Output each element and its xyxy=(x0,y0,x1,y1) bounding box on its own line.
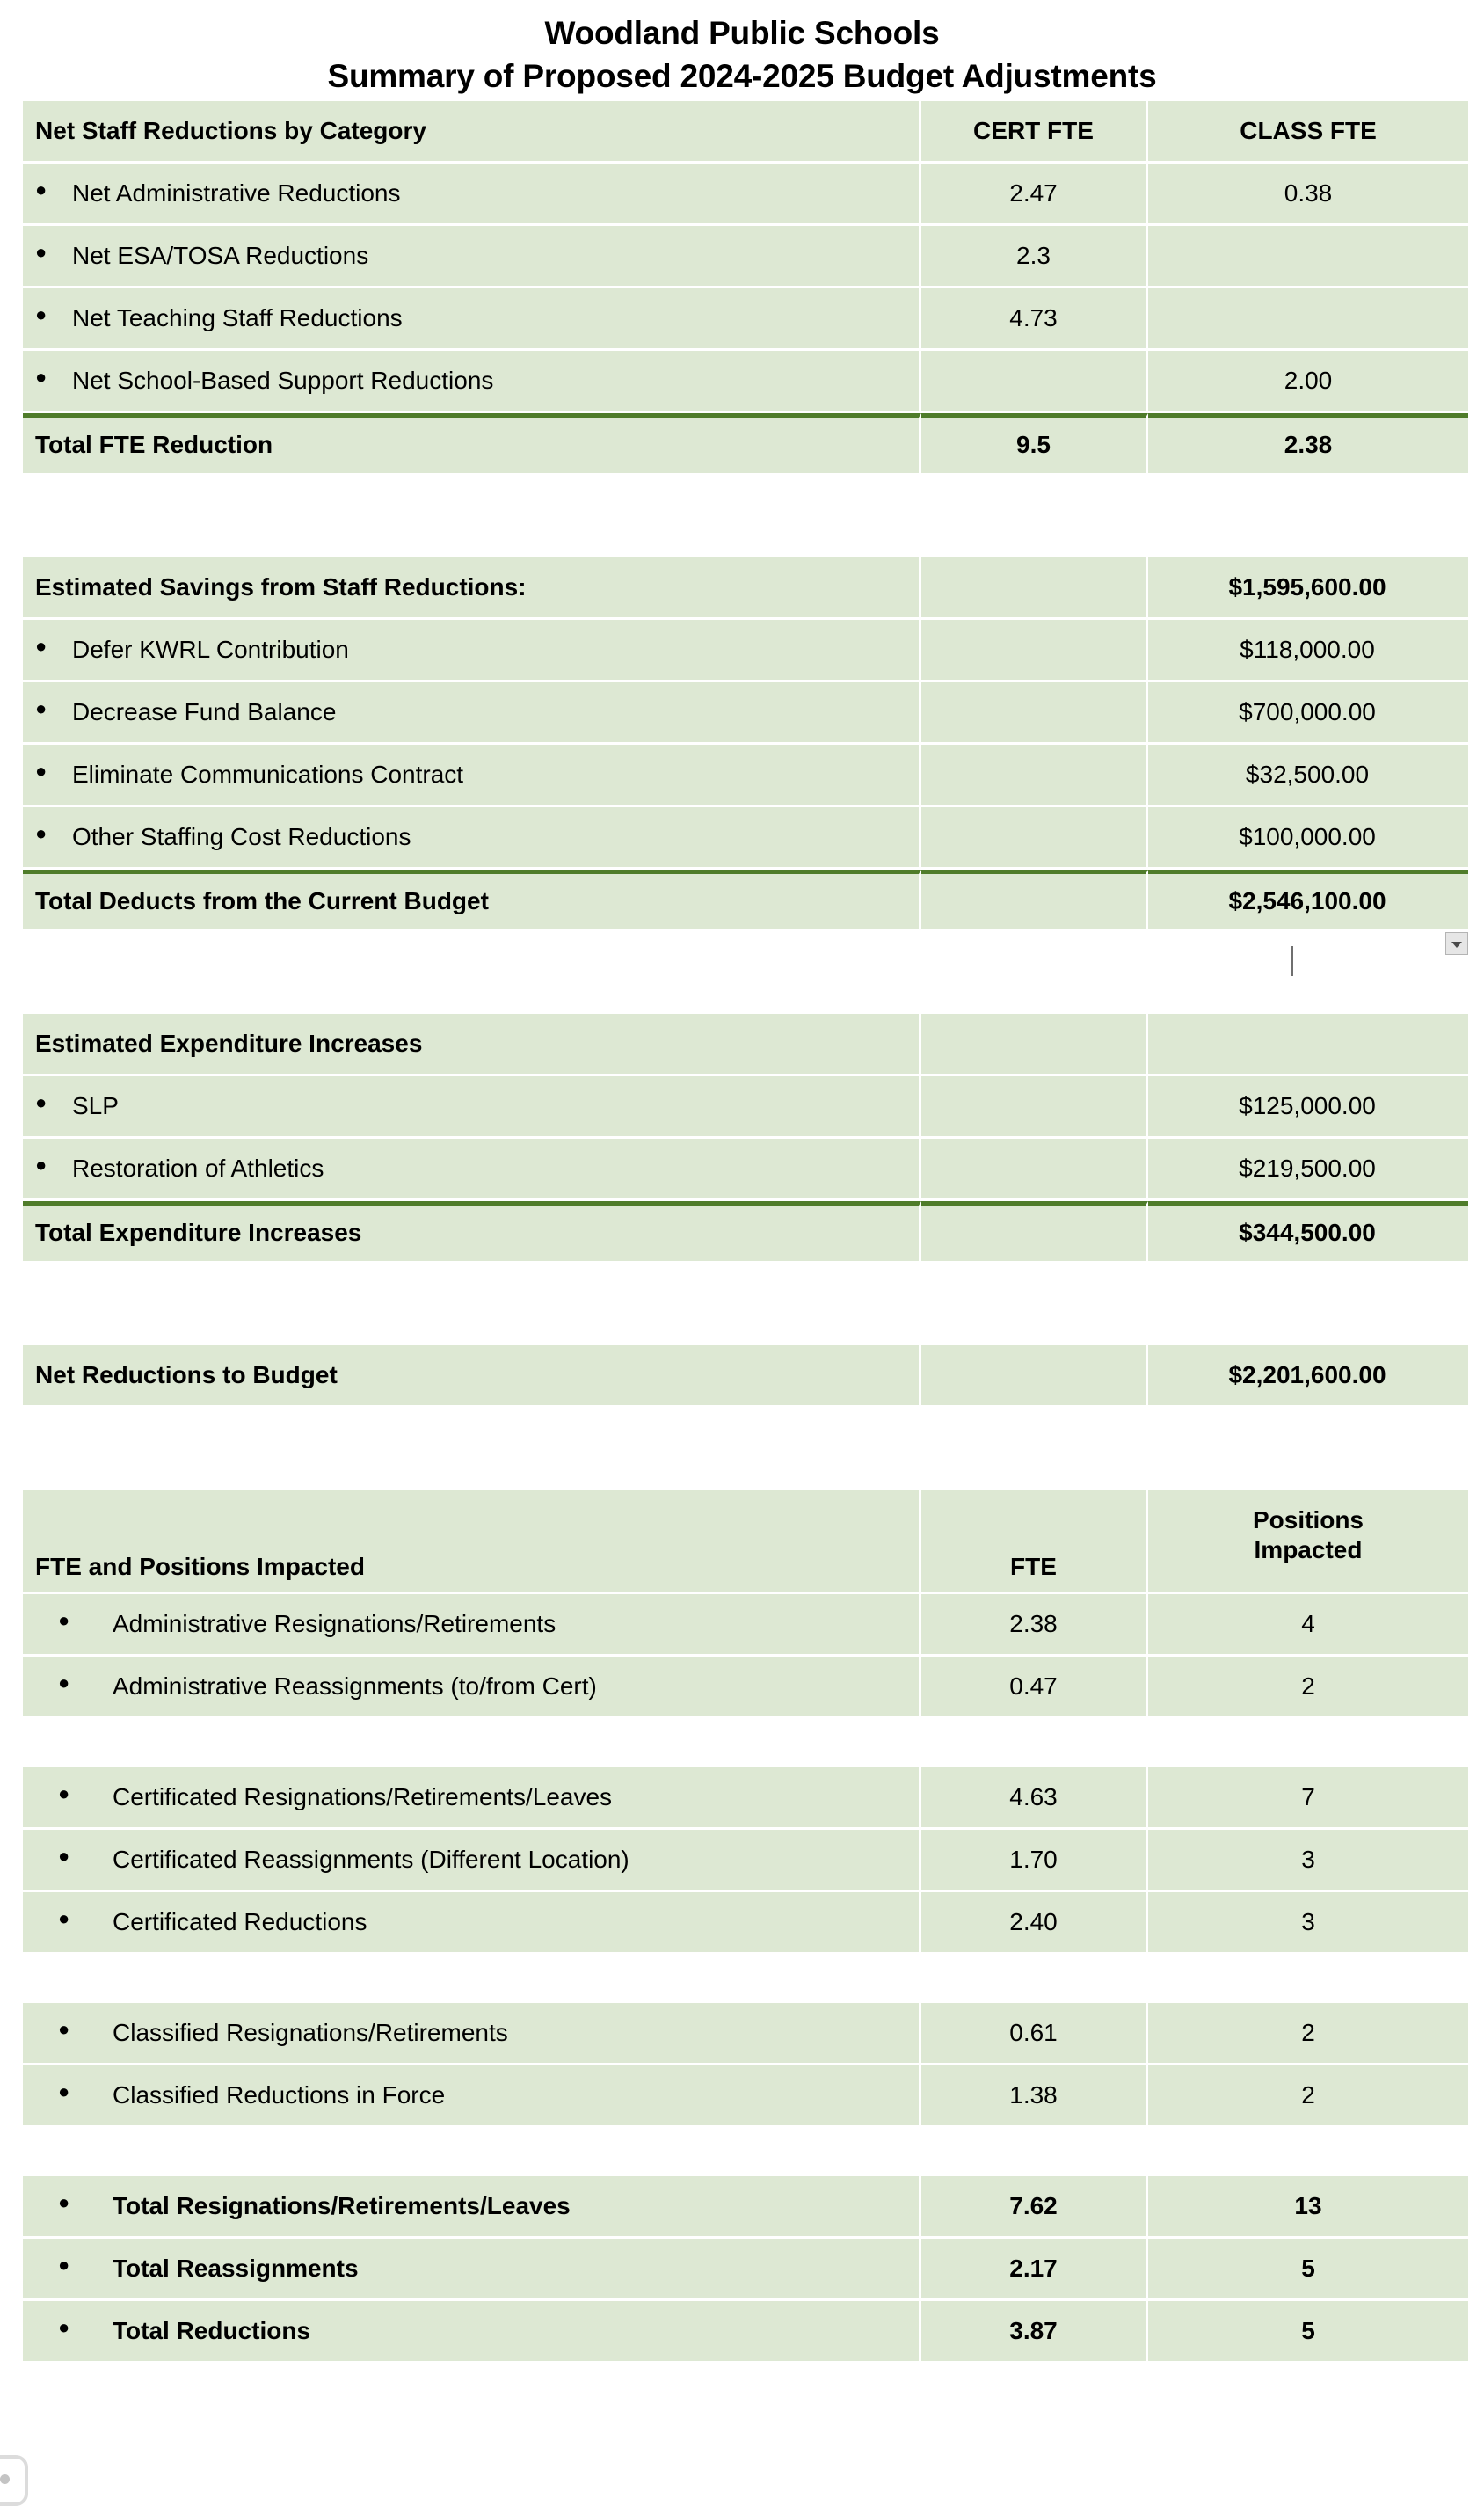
row-label-cell xyxy=(23,1767,921,1827)
group-spacer xyxy=(0,2128,1484,2174)
table-row xyxy=(23,164,1468,223)
row-positions: 7 xyxy=(1148,1767,1468,1827)
table-total-row xyxy=(23,2301,1468,2361)
net-reductions-row xyxy=(23,1345,1468,1405)
bullet-label: ● Administrative Resignations/Retirements xyxy=(35,1610,556,1638)
section-spacer xyxy=(0,1264,1484,1343)
header-positions-impacted xyxy=(1148,1490,1468,1592)
table-row xyxy=(23,1076,1468,1136)
table-estimated-savings xyxy=(23,555,1468,932)
row-label-cell xyxy=(23,2301,921,2361)
table-row xyxy=(23,288,1468,348)
table-row xyxy=(23,620,1468,680)
row-label-cell xyxy=(23,2065,921,2125)
table-row xyxy=(23,1594,1468,1654)
bullet-label: ● Certificated Reductions xyxy=(35,1908,367,1936)
row-cert-fte xyxy=(921,351,1148,411)
net-amount: $2,201,600.00 xyxy=(1148,1345,1468,1405)
row-label-cell xyxy=(23,2003,921,2063)
row-positions: 3 xyxy=(1148,1892,1468,1952)
table-row xyxy=(23,2003,1468,2063)
row-fte: 0.61 xyxy=(921,2003,1148,2063)
row-fte: 4.63 xyxy=(921,1767,1148,1827)
header-fte: FTE xyxy=(921,1490,1148,1592)
total-label: Total Expenditure Increases xyxy=(23,1201,921,1261)
group-spacer xyxy=(0,1955,1484,2000)
text-cursor xyxy=(1291,946,1293,976)
table-row xyxy=(23,807,1468,867)
bullet-label: ● Net School-Based Support Reductions xyxy=(35,367,493,395)
bullet-label: ● Restoration of Athletics xyxy=(35,1155,324,1183)
bullet-label: ● Net ESA/TOSA Reductions xyxy=(35,242,368,270)
bullet-label: ● Defer KWRL Contribution xyxy=(35,636,349,664)
row-class-fte xyxy=(1148,288,1468,348)
table-row xyxy=(23,1767,1468,1827)
row-label-cell xyxy=(23,1657,921,1716)
bullet-label: ● Eliminate Communications Contract xyxy=(35,761,463,789)
bullet-label: ● SLP xyxy=(35,1092,119,1120)
row-fte: 1.70 xyxy=(921,1830,1148,1890)
header-label: Net Staff Reductions by Category xyxy=(23,101,921,161)
row-positions: 2 xyxy=(1148,2065,1468,2125)
table-row xyxy=(23,1830,1468,1890)
total-positions: 13 xyxy=(1148,2176,1468,2236)
bullet-label: ● Total Reductions xyxy=(35,2317,310,2345)
net-mid xyxy=(921,1345,1148,1405)
row-class-fte: 2.00 xyxy=(1148,351,1468,411)
table-fte-positions-impacted xyxy=(23,1487,1468,1719)
row-label-cell xyxy=(23,2239,921,2298)
header-label: FTE and Positions Impacted xyxy=(23,1490,921,1592)
header-amount: $1,595,600.00 xyxy=(1148,557,1468,617)
page-title xyxy=(0,0,1484,98)
section-spacer xyxy=(0,476,1484,555)
row-label-cell xyxy=(23,226,921,286)
total-mid xyxy=(921,870,1148,929)
header-cert-fte: CERT FTE xyxy=(921,101,1148,161)
total-label: Total Deducts from the Current Budget xyxy=(23,870,921,929)
bullet-label: ● Net Administrative Reductions xyxy=(35,179,401,208)
header-label: Estimated Savings from Staff Reductions: xyxy=(23,557,921,617)
row-cert-fte: 2.47 xyxy=(921,164,1148,223)
row-positions: 3 xyxy=(1148,1830,1468,1890)
row-fte: 1.38 xyxy=(921,2065,1148,2125)
row-class-fte xyxy=(1148,226,1468,286)
table-net-reductions xyxy=(23,1343,1468,1408)
row-label-cell xyxy=(23,288,921,348)
row-mid xyxy=(921,745,1148,805)
header-label: Estimated Expenditure Increases xyxy=(23,1014,921,1074)
row-label-cell xyxy=(23,1594,921,1654)
bullet-label: ● Other Staffing Cost Reductions xyxy=(35,823,411,851)
table-row xyxy=(23,745,1468,805)
total-cert-fte: 9.5 xyxy=(921,413,1148,473)
table-total-row xyxy=(23,1201,1468,1261)
row-amount: $118,000.00 xyxy=(1148,620,1468,680)
row-positions: 2 xyxy=(1148,1657,1468,1716)
header-mid xyxy=(921,1014,1148,1074)
row-label-cell xyxy=(23,807,921,867)
group-spacer xyxy=(0,1719,1484,1765)
row-fte: 2.38 xyxy=(921,1594,1148,1654)
total-fte: 2.17 xyxy=(921,2239,1148,2298)
total-amount: $344,500.00 xyxy=(1148,1201,1468,1261)
bullet-label: ● Classified Reductions in Force xyxy=(35,2081,445,2109)
row-amount: $100,000.00 xyxy=(1148,807,1468,867)
table-header-row xyxy=(23,557,1468,617)
total-class-fte: 2.38 xyxy=(1148,413,1468,473)
row-positions: 2 xyxy=(1148,2003,1468,2063)
table-classified-group xyxy=(23,2000,1468,2128)
bullet-label: ● Net Teaching Staff Reductions xyxy=(35,304,403,332)
table-row xyxy=(23,1657,1468,1716)
header-amount xyxy=(1148,1014,1468,1074)
row-label-cell xyxy=(23,1076,921,1136)
total-label: Total FTE Reduction xyxy=(23,413,921,473)
total-amount: $2,546,100.00 xyxy=(1148,870,1468,929)
table-row xyxy=(23,682,1468,742)
row-fte: 0.47 xyxy=(921,1657,1148,1716)
total-mid xyxy=(921,1201,1148,1261)
header-positions-line-1: Positions xyxy=(1252,1506,1364,1534)
bullet-label: ● Certificated Resignations/Retirements/Leaves xyxy=(35,1783,612,1811)
table-header-row xyxy=(23,1490,1468,1592)
row-cert-fte: 2.3 xyxy=(921,226,1148,286)
row-label-cell xyxy=(23,1139,921,1198)
row-fte: 2.40 xyxy=(921,1892,1148,1952)
row-cert-fte: 4.73 xyxy=(921,288,1148,348)
row-mid xyxy=(921,1076,1148,1136)
table-row xyxy=(23,1139,1468,1198)
total-positions: 5 xyxy=(1148,2239,1468,2298)
row-positions: 4 xyxy=(1148,1594,1468,1654)
table-row xyxy=(23,351,1468,411)
table-expenditure-increases xyxy=(23,1011,1468,1264)
row-class-fte: 0.38 xyxy=(1148,164,1468,223)
table-row xyxy=(23,2065,1468,2125)
table-header-row xyxy=(23,1014,1468,1074)
row-mid xyxy=(921,1139,1148,1198)
row-label-cell xyxy=(23,351,921,411)
row-label-cell xyxy=(23,164,921,223)
row-amount: $219,500.00 xyxy=(1148,1139,1468,1198)
table-total-row xyxy=(23,2176,1468,2236)
row-label-cell xyxy=(23,1892,921,1952)
total-fte: 3.87 xyxy=(921,2301,1148,2361)
row-amount: $32,500.00 xyxy=(1148,745,1468,805)
table-row xyxy=(23,1892,1468,1952)
bullet-label: ● Total Reassignments xyxy=(35,2255,359,2283)
table-certificated-group xyxy=(23,1765,1468,1955)
total-positions: 5 xyxy=(1148,2301,1468,2361)
row-label-cell xyxy=(23,1830,921,1890)
table-total-row xyxy=(23,870,1468,929)
table-totals-group xyxy=(23,2174,1468,2364)
bullet-label: ● Administrative Reassignments (to/from Cert) xyxy=(35,1672,597,1701)
table-total-row xyxy=(23,413,1468,473)
row-mid xyxy=(921,620,1148,680)
bullet-label: ● Decrease Fund Balance xyxy=(35,698,336,726)
table-row xyxy=(23,226,1468,286)
bullet-label: ● Classified Resignations/Retirements xyxy=(35,2019,508,2047)
dropdown-arrow-icon[interactable] xyxy=(1445,932,1468,955)
row-amount: $700,000.00 xyxy=(1148,682,1468,742)
header-class-fte: CLASS FTE xyxy=(1148,101,1468,161)
rounded-corner-widget[interactable] xyxy=(0,2455,28,2506)
row-amount: $125,000.00 xyxy=(1148,1076,1468,1136)
bullet-label: ● Certificated Reassignments (Different Location) xyxy=(35,1846,629,1874)
header-positions-line-2: Impacted xyxy=(1254,1535,1363,1563)
section-spacer xyxy=(0,932,1484,1011)
title-line-2: Summary of Proposed 2024-2025 Budget Adjustments xyxy=(327,57,1157,94)
table-total-row xyxy=(23,2239,1468,2298)
table-header-row xyxy=(23,101,1468,161)
row-label-cell xyxy=(23,745,921,805)
row-label-cell xyxy=(23,2176,921,2236)
section-spacer xyxy=(0,1408,1484,1487)
header-mid xyxy=(921,557,1148,617)
bullet-label: ● Total Resignations/Retirements/Leaves xyxy=(35,2192,571,2220)
net-label: Net Reductions to Budget xyxy=(23,1345,921,1405)
row-mid xyxy=(921,807,1148,867)
row-label-cell xyxy=(23,682,921,742)
total-fte: 7.62 xyxy=(921,2176,1148,2236)
table-net-staff-reductions xyxy=(23,98,1468,476)
row-label-cell xyxy=(23,620,921,680)
title-line-1: Woodland Public Schools xyxy=(544,15,940,51)
row-mid xyxy=(921,682,1148,742)
